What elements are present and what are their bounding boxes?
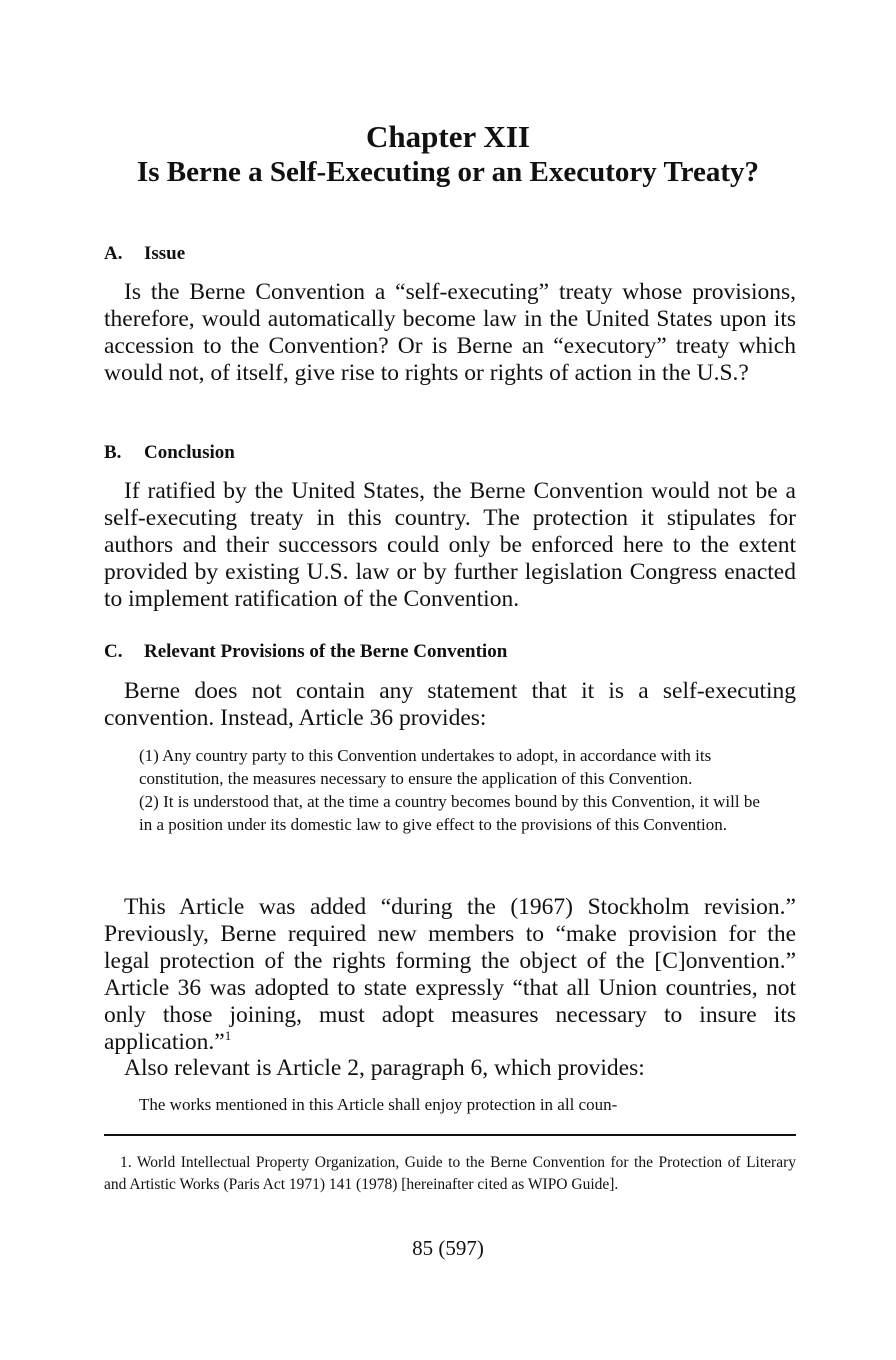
section-b-title: Conclusion — [144, 442, 235, 463]
article-2-quote — [139, 1093, 763, 1116]
section-a-title: Issue — [144, 243, 186, 264]
article-2-paragraph-6: The works mentioned in this Article shall enjoy protection in all coun- — [139, 1095, 618, 1114]
section-b-text: If ratified by the United States, the Berne Convention would not be a self-executing treaty in this country. The protection it stipulates for authors and their successors could only be enforced here to the extent provided by existing U.S. law or by further legislation Congress enacted to implement ratification of the Convention. — [104, 478, 796, 612]
section-c-intro: Berne does not contain any statement that it is a self-executing convention. Instead, Article 36 provides: — [104, 678, 796, 731]
article-36-quote — [139, 744, 763, 836]
section-b-heading — [104, 441, 235, 465]
chapter-number: Chapter XII — [366, 119, 530, 154]
chapter-title: Is Berne a Self-Executing or an Executory Treaty? — [136, 156, 760, 188]
section-c-letter: C. — [104, 641, 123, 662]
footnote-reference[interactable]: 1 — [224, 1028, 232, 1044]
section-c-also: Also relevant is Article 2, paragraph 6, which provides: — [124, 1055, 645, 1081]
footnote-divider — [104, 1134, 796, 1136]
section-a-letter: A. — [104, 243, 123, 264]
section-a-text: Is the Berne Convention a “self-executing” treaty whose provisions, therefore, would automatically become law in the United States upon its accession to the Convention? Or is Berne an “executory” treaty which would not, of itself, give rise to rights or rights of action in the U.S.? — [104, 279, 796, 386]
article-36-paragraph-1: (1) Any country party to this Convention undertakes to adopt, in accordance with its constitution, the measures necessary to ensure the application of this Convention. — [139, 746, 712, 788]
section-a-heading — [104, 242, 185, 266]
footnote-1: 1. World Intellectual Property Organization, Guide to the Berne Convention for the Protection of Literary and Artistic Works (Paris Act 1971) 141 (1978) [hereinafter cited as WIPO Guide]. — [104, 1154, 796, 1193]
section-c-body-text: This Article was added “during the (1967) Stockholm revision.” Previously, Berne required new members to “make provision for the legal protection of the rights forming the object of the [C]onvention.” Article 36 was adopted to state expressly “that all Union countries, not only those joining, must adopt measures necessary to insure its application.” — [104, 894, 796, 1055]
section-c-body — [104, 894, 796, 1056]
page-number: 85 (597) — [412, 1236, 484, 1260]
section-c-title: Relevant Provisions of the Berne Convention — [144, 641, 508, 662]
article-36-paragraph-2: (2) It is understood that, at the time a country becomes bound by this Convention, it will be in a position under its domestic law to give effect to the provisions of this Convention. — [139, 792, 760, 834]
section-b-letter: B. — [104, 442, 122, 463]
section-c-heading — [104, 640, 507, 664]
